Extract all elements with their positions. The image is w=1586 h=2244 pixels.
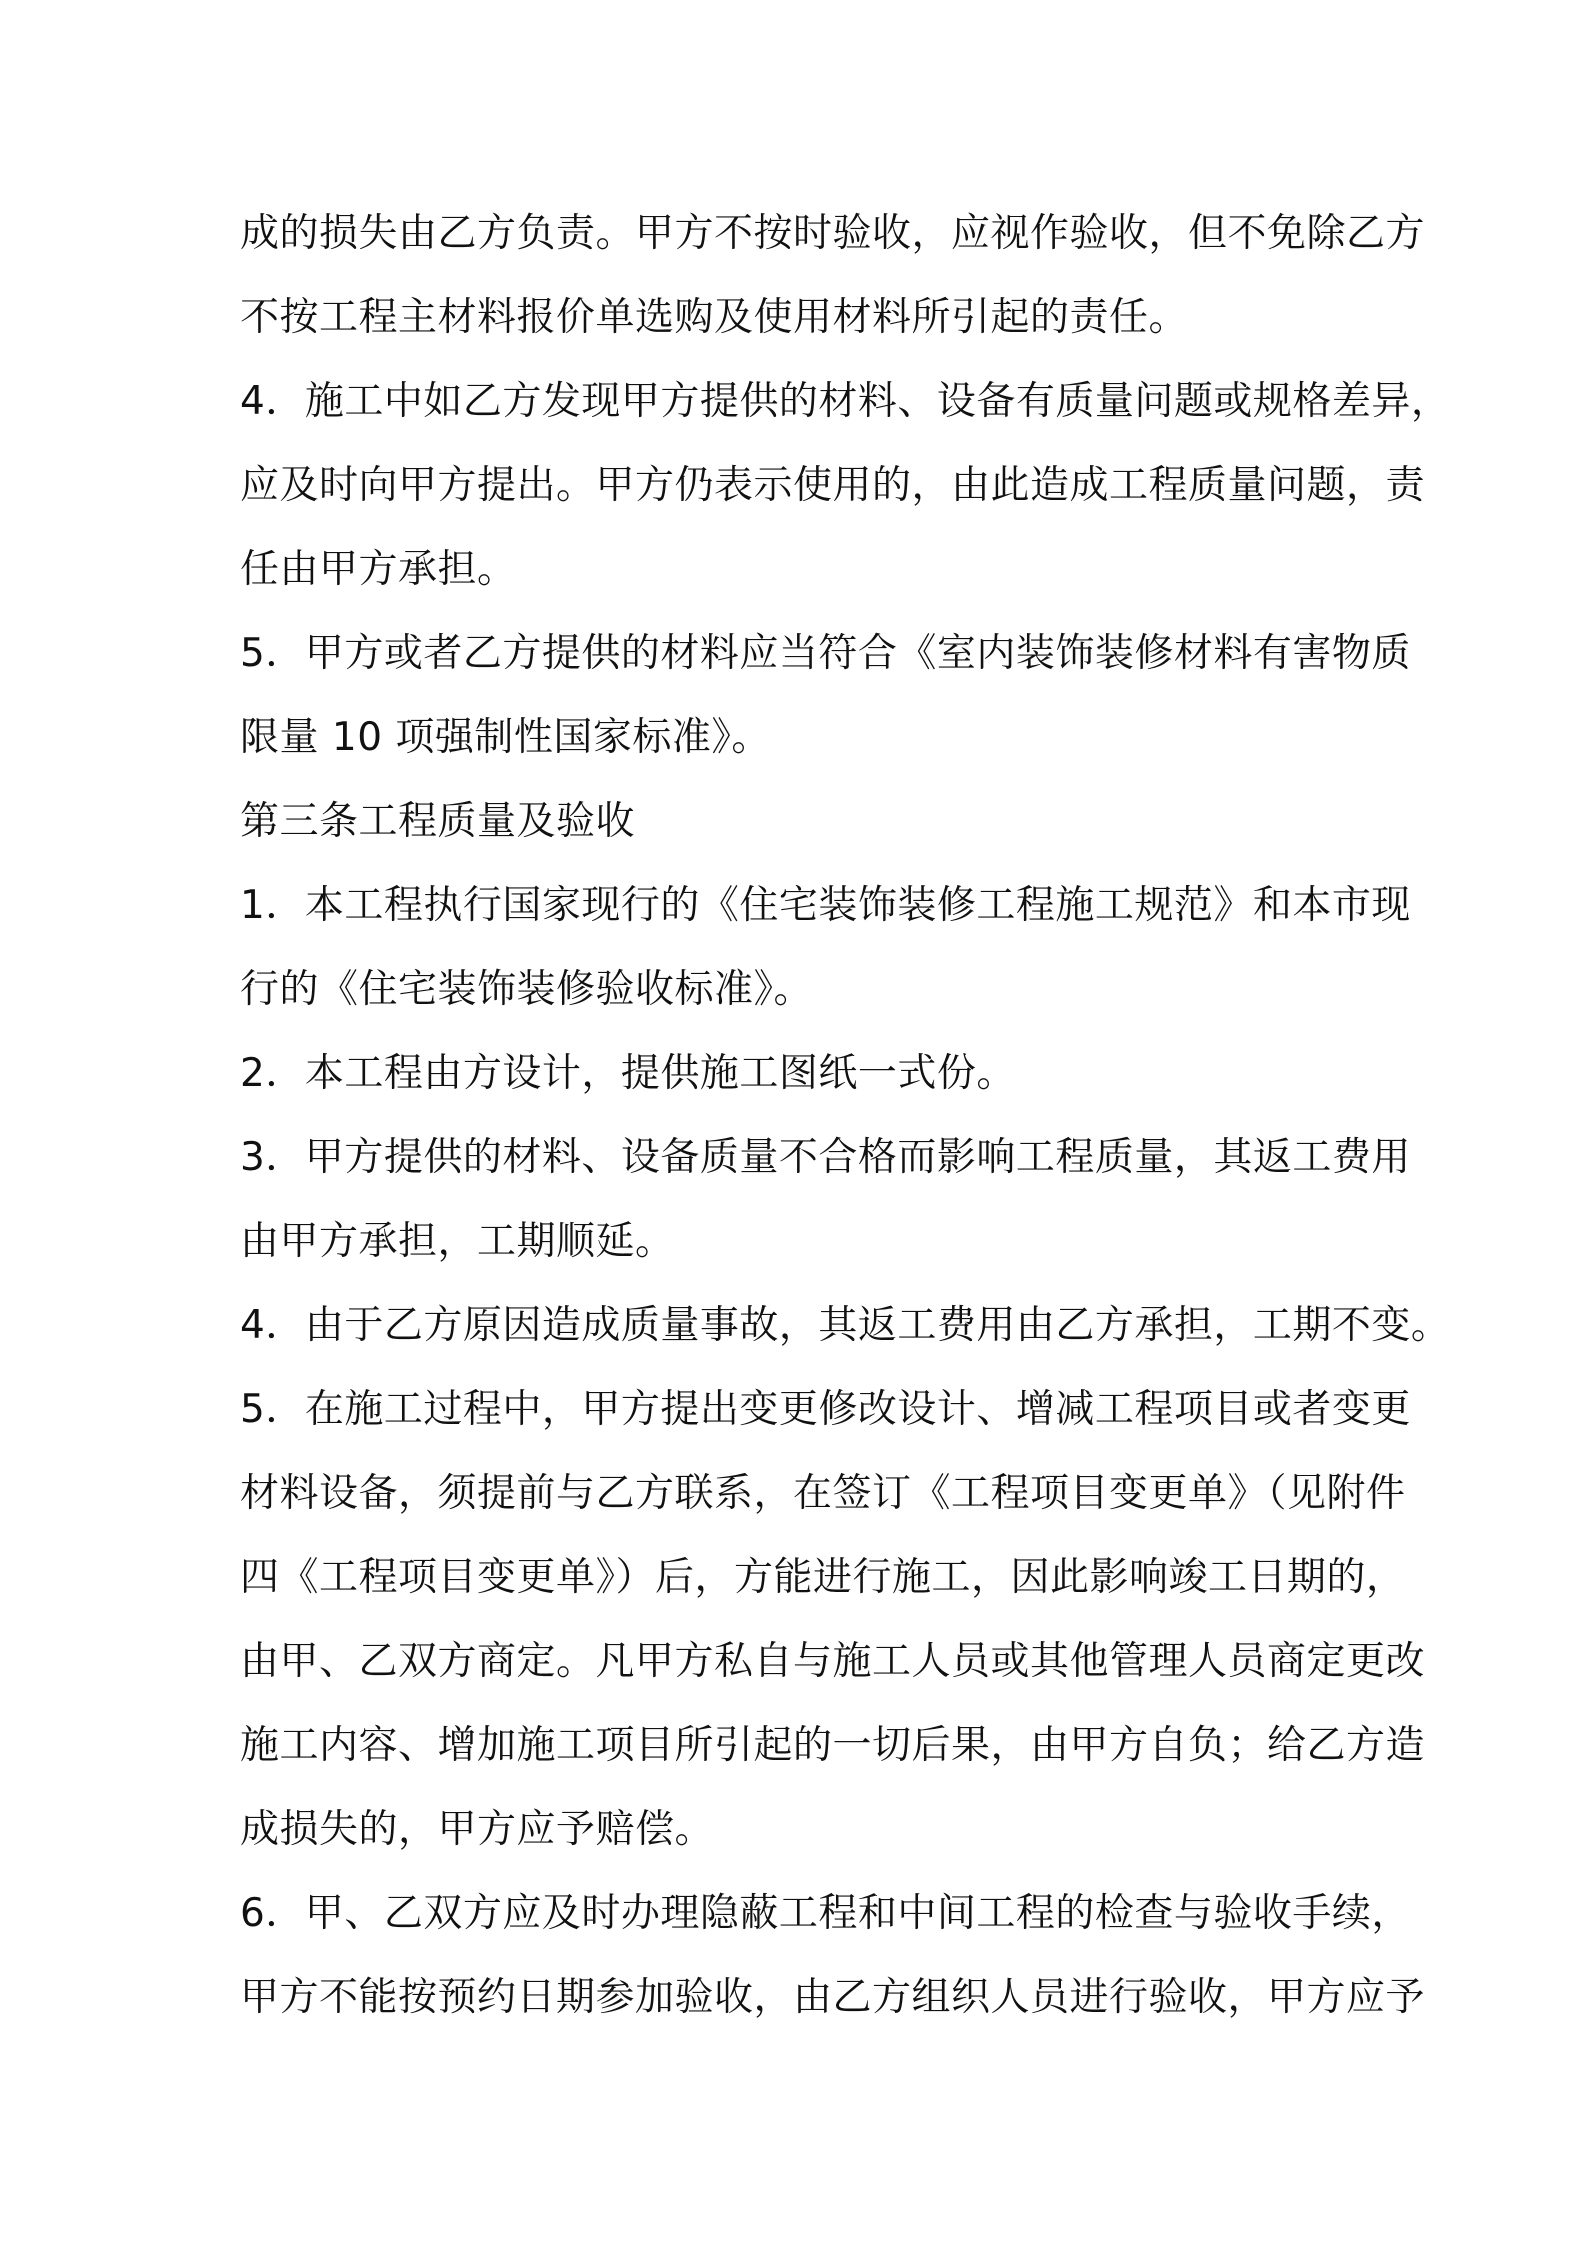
text-line-6: 5．甲方或者乙方提供的材料应当符合《室内装饰装修材料有害物质 (240, 631, 1411, 676)
text-line-16: 材料设备，须提前与乙方联系，在签订《工程项目变更单》（见附件 (240, 1471, 1406, 1516)
text-line-7: 限量 10 项强制性国家标准》。 (240, 715, 771, 760)
text-line-20: 成损失的，甲方应予赔偿。 (240, 1807, 715, 1852)
text-line-14: 4．由于乙方原因造成质量事故，其返工费用由乙方承担，工期不变。 (240, 1303, 1451, 1348)
text-line-13: 由甲方承担，工期顺延。 (240, 1219, 675, 1264)
text-line-5: 任由甲方承担。 (240, 547, 517, 592)
text-line-18: 由甲、乙双方商定。凡甲方私自与施工人员或其他管理人员商定更改 (240, 1639, 1426, 1684)
text-line-4: 应及时向甲方提出。甲方仍表示使用的，由此造成工程质量问题，责 (240, 463, 1426, 508)
text-line-1: 成的损失由乙方负责。甲方不按时验收，应视作验收，但不免除乙方 (240, 211, 1426, 256)
text-line-22: 甲方不能按预约日期参加验收，由乙方组织人员进行验收，甲方应予 (240, 1975, 1426, 2020)
text-line-3: 4．施工中如乙方发现甲方提供的材料、设备有质量问题或规格差异， (240, 379, 1451, 424)
text-line-19: 施工内容、增加施工项目所引起的一切后果，由甲方自负；给乙方造 (240, 1723, 1426, 1768)
text-line-10: 行的《住宅装饰装修验收标准》。 (240, 967, 814, 1012)
document-body (240, 192, 1451, 2040)
text-line-15: 5．在施工过程中，甲方提出变更修改设计、增减工程项目或者变更 (240, 1387, 1411, 1432)
text-line-11: 2．本工程由方设计，提供施工图纸一式份。 (240, 1051, 1016, 1096)
text-line-2: 不按工程主材料报价单选购及使用材料所引起的责任。 (240, 295, 1189, 340)
section-heading: 第三条工程质量及验收 (240, 799, 636, 844)
text-line-21: 6．甲、乙双方应及时办理隐蔽工程和中间工程的检查与验收手续， (240, 1891, 1411, 1936)
text-line-17: 四《工程项目变更单》）后，方能进行施工，因此影响竣工日期的， (240, 1555, 1406, 1600)
text-line-9: 1．本工程执行国家现行的《住宅装饰装修工程施工规范》和本市现 (240, 883, 1411, 928)
text-line-12: 3．甲方提供的材料、设备质量不合格而影响工程质量，其返工费用 (240, 1135, 1411, 1180)
